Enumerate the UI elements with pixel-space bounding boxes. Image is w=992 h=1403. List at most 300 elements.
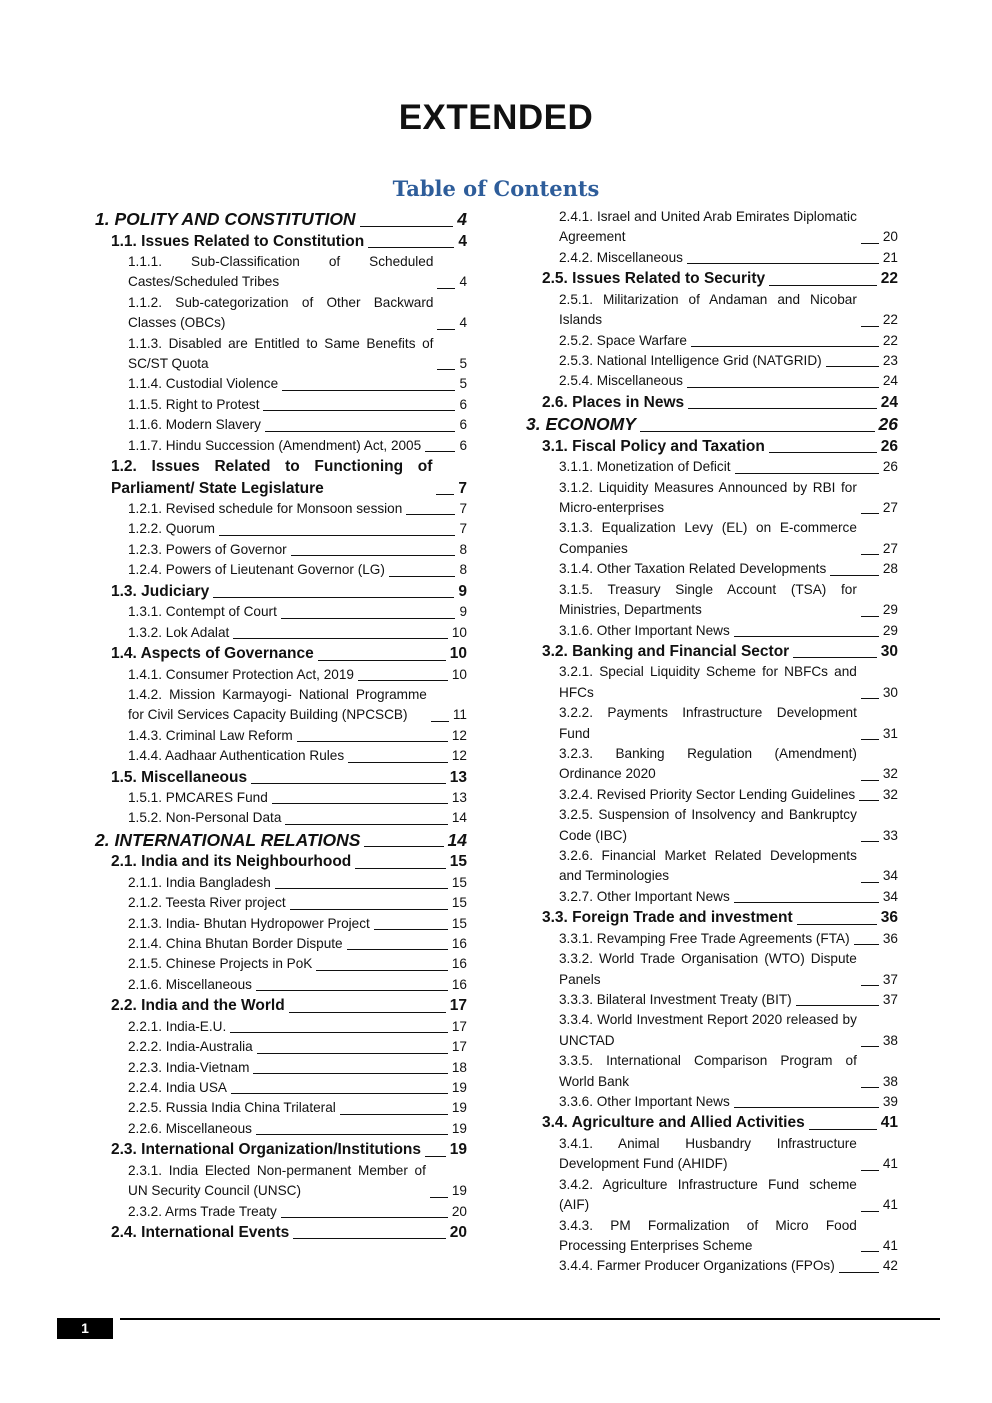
toc-entry-title: 2.5.2. Space Warfare xyxy=(559,332,687,348)
toc-entry-title: 3.2.6. Financial Market Related Developments and Terminologies xyxy=(559,848,857,884)
toc-entry-level-3[interactable] xyxy=(526,248,898,268)
toc-entry-page: 34 xyxy=(882,868,898,884)
toc-entry-title: 2.5.1. Militarization of Andaman and Nicobar Islands xyxy=(559,291,857,328)
toc-entry-page: 30 xyxy=(880,642,898,660)
toc-leader-line xyxy=(826,366,879,367)
toc-entry-level-3[interactable] xyxy=(95,893,467,913)
toc-entry-level-3[interactable] xyxy=(526,805,898,846)
toc-entry-title: 2.2.5. Russia India China Trilateral xyxy=(128,1100,336,1116)
toc-leader-line xyxy=(797,924,877,925)
toc-entry-level-3[interactable] xyxy=(95,746,467,766)
toc-entry-title: 3.3.4. World Investment Report 2020 released by UNCTAD xyxy=(559,1012,857,1048)
toc-entry-title: 3.3.6. Other Important News xyxy=(559,1094,730,1110)
toc-entry-page: 12 xyxy=(451,727,467,743)
toc-leader-line xyxy=(691,346,879,347)
toc-entry-level-3[interactable] xyxy=(95,436,467,456)
toc-entry-page: 39 xyxy=(882,1094,898,1110)
toc-entry-page: 19 xyxy=(449,1141,467,1159)
toc-entry-page: 22 xyxy=(882,312,898,328)
toc-entry-page: 12 xyxy=(451,748,467,764)
toc-entry-page: 23 xyxy=(882,352,898,368)
toc-entry-page: 8 xyxy=(459,541,467,557)
toc-entry-page: 32 xyxy=(882,766,898,782)
toc-entry-level-2[interactable] xyxy=(95,581,467,603)
toc-leader-line xyxy=(257,1053,448,1054)
toc-entry-level-3[interactable] xyxy=(95,1078,467,1098)
toc-entry-title: 2.2.2. India-Australia xyxy=(128,1039,253,1055)
toc-entry-level-3[interactable] xyxy=(95,519,467,539)
toc-entry-level-3[interactable] xyxy=(95,914,467,934)
toc-entry-level-1[interactable] xyxy=(95,208,467,231)
toc-entry-page: 26 xyxy=(880,437,898,455)
toc-entry-level-3[interactable] xyxy=(526,559,898,579)
toc-entry-page: 10 xyxy=(451,624,467,640)
toc-leader-line xyxy=(253,1073,447,1074)
toc-entry-page: 41 xyxy=(880,1114,898,1132)
toc-leader-line xyxy=(861,1211,879,1212)
toc-entry-level-3[interactable] xyxy=(95,1017,467,1037)
toc-entry-level-2[interactable] xyxy=(95,851,467,873)
toc-leader-line xyxy=(854,944,879,945)
toc-entry-title: 1.1.5. Right to Protest xyxy=(128,396,260,412)
toc-entry-page: 41 xyxy=(882,1237,898,1253)
toc-entry-level-3[interactable] xyxy=(526,949,898,990)
toc-entry-title: 1.4.4. Aadhaar Authentication Rules xyxy=(128,748,345,764)
toc-entry-level-2[interactable] xyxy=(95,231,467,253)
toc-entry-title: 1.5.2. Non-Personal Data xyxy=(128,810,282,826)
toc-entry-page: 4 xyxy=(459,315,467,331)
toc-entry-page: 20 xyxy=(882,229,898,245)
toc-leader-line xyxy=(437,369,455,370)
document-title: EXTENDED xyxy=(398,98,594,137)
footer-rule xyxy=(120,1318,940,1320)
toc-entry-level-2[interactable] xyxy=(95,1222,467,1244)
toc-entry-level-3[interactable] xyxy=(526,785,898,805)
toc-entry-level-3[interactable] xyxy=(95,293,467,334)
toc-leader-line xyxy=(297,741,448,742)
toc-leader-line xyxy=(430,1197,448,1198)
toc-entry-level-3[interactable] xyxy=(526,1092,898,1112)
toc-entry-level-3[interactable] xyxy=(526,846,898,887)
toc-leader-line xyxy=(734,902,879,903)
toc-entry-title: 3.4.2. Agriculture Infrastructure Fund scheme (AIF) xyxy=(559,1176,857,1213)
toc-leader-line xyxy=(406,514,455,515)
toc-entry-level-3[interactable] xyxy=(95,252,467,293)
toc-entry-title: 1.5. Miscellaneous xyxy=(111,768,248,786)
toc-entry-level-3[interactable] xyxy=(95,334,467,375)
toc-entry-page: 41 xyxy=(882,1156,898,1172)
toc-leader-line xyxy=(437,329,455,330)
toc-entry-page: 14 xyxy=(447,829,467,850)
toc-leader-line xyxy=(355,868,445,869)
toc-leader-line xyxy=(687,263,879,264)
toc-leader-line xyxy=(640,431,875,432)
toc-entry-title: 1.2. Issues Related to Functioning of Parliament/ State Legislature xyxy=(111,458,433,497)
toc-entry-title: 1.2.4. Powers of Lieutenant Governor (LG) xyxy=(128,562,385,578)
toc-entry-title: 2.2.4. India USA xyxy=(128,1080,227,1095)
toc-entry-page: 19 xyxy=(451,1120,467,1136)
toc-entry-page: 5 xyxy=(459,356,467,372)
toc-entry-page: 38 xyxy=(882,1073,898,1089)
toc-leader-line xyxy=(340,1114,448,1115)
toc-entry-level-2[interactable] xyxy=(526,641,898,663)
toc-leader-line xyxy=(230,1032,448,1033)
toc-entry-title: 3.2.3. Banking Regulation (Amendment) Ordinance 2020 xyxy=(559,746,857,782)
toc-entry-page: 9 xyxy=(458,582,467,600)
toc-entry-title: 2.5. Issues Related to Security xyxy=(542,270,766,288)
toc-entry-title: 2.1. India and its Neighbourhood xyxy=(111,853,352,871)
toc-entry-page: 37 xyxy=(882,992,898,1007)
toc-entry-page: 32 xyxy=(882,786,898,802)
toc-entry-page: 30 xyxy=(882,684,898,700)
toc-entry-level-3[interactable] xyxy=(526,1175,898,1216)
toc-entry-level-3[interactable] xyxy=(95,665,467,685)
toc-entry-level-3[interactable] xyxy=(95,602,467,622)
toc-entry-page: 19 xyxy=(451,1100,467,1116)
toc-entry-level-3[interactable] xyxy=(95,1161,467,1202)
toc-entry-page: 8 xyxy=(459,562,467,578)
toc-entry-page: 19 xyxy=(451,1183,467,1199)
toc-leader-line xyxy=(688,408,877,409)
toc-entry-title: 1.1.3. Disabled are Entitled to Same Benefits of SC/ST Quota xyxy=(128,335,434,372)
toc-entry-page: 7 xyxy=(458,479,467,497)
toc-entry-title: 1.3.1. Contempt of Court xyxy=(128,604,277,620)
toc-leader-line xyxy=(360,226,454,227)
toc-leader-line xyxy=(389,576,456,577)
toc-entry-title: 2.1.2. Teesta River project xyxy=(128,895,286,911)
toc-entry-page: 11 xyxy=(452,707,467,723)
toc-entry-level-3[interactable] xyxy=(95,808,467,828)
toc-leader-line xyxy=(861,326,879,327)
toc-entry-page: 38 xyxy=(882,1032,898,1048)
toc-entry-title: 1.4.2. Mission Karmayogi- National Programme for Civil Services Capacity Building (NPCSCB) xyxy=(128,686,427,723)
toc-entry-level-3[interactable] xyxy=(95,499,467,519)
toc-entry-page: 29 xyxy=(882,602,898,618)
toc-entry-title: 1.1.4. Custodial Violence xyxy=(128,376,279,392)
toc-entry-title: 3.2.4. Revised Priority Sector Lending Guidelines xyxy=(559,786,856,802)
toc-leader-line xyxy=(282,390,455,391)
toc-leader-line xyxy=(285,824,447,825)
toc-leader-line xyxy=(219,535,456,536)
toc-entry-title: 1.1.2. Sub-categorization of Other Backward Classes (OBCs) xyxy=(128,294,434,331)
toc-leader-line xyxy=(861,985,879,986)
toc-entry-title: 3.2. Banking and Financial Sector xyxy=(542,642,790,660)
toc-leader-line xyxy=(839,1272,879,1273)
toc-entry-title: 1. POLITY AND CONSTITUTION xyxy=(95,209,356,229)
toc-leader-line xyxy=(734,636,879,637)
toc-entry-page: 15 xyxy=(451,895,467,911)
toc-entry-title: 2.2.6. Miscellaneous xyxy=(128,1120,252,1136)
toc-entry-title: 1.1. Issues Related to Constitution xyxy=(111,232,365,250)
toc-entry-title: 1.4.3. Criminal Law Reform xyxy=(128,727,293,743)
toc-entry-title: 2.4.1. Israel and United Arab Emirates Diplomatic Agreement xyxy=(559,209,857,245)
toc-entry-title: 1.5.1. PMCARES Fund xyxy=(128,790,268,806)
toc-entry-level-3[interactable] xyxy=(95,1058,467,1078)
toc-entry-page: 29 xyxy=(882,622,898,638)
toc-entry-level-3[interactable] xyxy=(95,1098,467,1118)
toc-entry-level-2[interactable] xyxy=(526,1112,898,1134)
toc-entry-page: 27 xyxy=(882,540,898,556)
toc-entry-page: 5 xyxy=(459,376,467,392)
toc-leader-line xyxy=(265,431,455,432)
toc-entry-level-3[interactable] xyxy=(526,457,898,477)
toc-entry-title: 3.4.4. Farmer Producer Organizations (FPOs) xyxy=(559,1258,835,1274)
toc-entry-title: 3.1.4. Other Taxation Related Developments xyxy=(559,561,827,577)
toc-entry-title: 2.2.3. India-Vietnam xyxy=(128,1059,250,1075)
toc-entry-level-2[interactable] xyxy=(526,907,898,929)
toc-entry-page: 14 xyxy=(451,810,467,826)
toc-entry-level-2[interactable] xyxy=(95,995,467,1017)
toc-entry-page: 24 xyxy=(882,373,898,389)
toc-entry-level-2[interactable] xyxy=(95,767,467,789)
toc-leader-line xyxy=(861,1251,879,1252)
toc-leader-line xyxy=(251,783,446,784)
toc-leader-line xyxy=(861,739,879,740)
toc-entry-level-2[interactable] xyxy=(95,456,467,499)
toc-entry-level-3[interactable] xyxy=(526,929,898,949)
toc-entry-page: 34 xyxy=(882,888,898,904)
toc-entry-page: 17 xyxy=(451,1018,467,1034)
toc-leader-line xyxy=(796,1005,879,1006)
toc-leader-line xyxy=(425,1156,446,1157)
toc-entry-page: 26 xyxy=(882,459,898,475)
toc-entry-level-3[interactable] xyxy=(526,621,898,641)
toc-entry-level-3[interactable] xyxy=(526,1051,898,1092)
toc-entry-title: 2.2.1. India-E.U. xyxy=(128,1018,227,1034)
toc-entry-page: 27 xyxy=(882,500,898,516)
toc-entry-level-1[interactable] xyxy=(95,829,467,852)
toc-entry-title: 3.3. Foreign Trade and investment xyxy=(542,909,793,927)
toc-entry-title: 1.1.7. Hindu Succession (Amendment) Act, 2005 xyxy=(128,437,422,453)
toc-entry-title: 3.1.6. Other Important News xyxy=(559,622,730,638)
toc-entry-level-3[interactable] xyxy=(95,788,467,808)
toc-entry-level-3[interactable] xyxy=(526,331,898,351)
toc-entry-level-3[interactable] xyxy=(95,1119,467,1139)
toc-entry-level-3[interactable] xyxy=(95,540,467,560)
toc-entry-title: 1.2.1. Revised schedule for Monsoon session xyxy=(128,501,403,517)
toc-entry-level-2[interactable] xyxy=(95,1139,467,1161)
toc-leader-line xyxy=(347,949,448,950)
toc-entry-level-2[interactable] xyxy=(526,268,898,290)
toc-leader-line xyxy=(425,451,455,452)
toc-entry-page: 16 xyxy=(451,976,467,992)
toc-entry-page: 6 xyxy=(459,437,467,453)
toc-left-column xyxy=(95,208,467,1243)
toc-entry-title: 2.5.4. Miscellaneous xyxy=(559,373,683,389)
toc-entry-level-3[interactable] xyxy=(95,685,467,726)
toc-entry-level-3[interactable] xyxy=(526,207,898,248)
toc-entry-level-3[interactable] xyxy=(526,580,898,621)
toc-leader-line xyxy=(861,616,879,617)
toc-entry-page: 6 xyxy=(459,396,467,412)
toc-entry-title: 2.1.3. India- Bhutan Hydropower Project xyxy=(128,915,370,931)
toc-entry-title: 2.5.3. National Intelligence Grid (NATGRID) xyxy=(559,352,822,368)
toc-entry-level-3[interactable] xyxy=(95,415,467,435)
toc-entry-title: 2.3.1. India Elected Non-permanent Member of UN Security Council (UNSC) xyxy=(128,1162,426,1199)
toc-entry-page: 15 xyxy=(451,874,467,890)
toc-entry-level-2[interactable] xyxy=(526,436,898,458)
toc-entry-level-3[interactable] xyxy=(95,374,467,394)
toc-entry-title: 3.2.7. Other Important News xyxy=(559,888,730,904)
toc-leader-line xyxy=(316,970,448,971)
toc-entry-page: 20 xyxy=(449,1223,467,1241)
toc-entry-title: 1.3.2. Lok Adalat xyxy=(128,624,230,640)
toc-leader-line xyxy=(318,660,446,661)
toc-entry-level-3[interactable] xyxy=(526,662,898,703)
toc-entry-page: 15 xyxy=(449,853,467,871)
toc-leader-line xyxy=(735,473,879,474)
toc-leader-line xyxy=(861,1087,879,1088)
toc-entry-level-3[interactable] xyxy=(95,975,467,995)
toc-entry-title: 3.4.1. Animal Husbandry Infrastructure Development Fund (AHIDF) xyxy=(559,1135,857,1172)
toc-leader-line xyxy=(358,680,448,681)
toc-entry-title: 2.6. Places in News xyxy=(542,393,685,411)
toc-entry-level-3[interactable] xyxy=(526,887,898,907)
toc-leader-line xyxy=(861,698,879,699)
toc-entry-title: 2.1.4. China Bhutan Border Dispute xyxy=(128,936,343,952)
toc-entry-title: 1.4.1. Consumer Protection Act, 2019 xyxy=(128,666,354,682)
toc-entry-page: 22 xyxy=(882,332,898,348)
toc-entry-page: 16 xyxy=(451,956,467,972)
toc-entry-page: 4 xyxy=(459,274,467,290)
toc-entry-page: 36 xyxy=(882,930,898,946)
toc-entry-title: 3.2.5. Suspension of Insolvency and Bankruptcy Code (IBC) xyxy=(559,807,857,843)
toc-entry-level-3[interactable] xyxy=(95,954,467,974)
toc-entry-title: 3.3.3. Bilateral Investment Treaty (BIT) xyxy=(559,992,792,1007)
toc-entry-title: 2.2. India and the World xyxy=(111,997,285,1015)
toc-leader-line xyxy=(289,1012,446,1013)
toc-leader-line xyxy=(291,555,456,556)
toc-leader-line xyxy=(348,762,448,763)
toc-entry-title: 2. INTERNATIONAL RELATIONS xyxy=(95,829,361,850)
toc-entry-page: 10 xyxy=(449,645,467,662)
toc-entry-title: 1.4. Aspects of Governance xyxy=(111,645,314,662)
toc-leader-line xyxy=(272,803,448,804)
toc-entry-page: 7 xyxy=(459,521,467,537)
toc-entry-title: 3.1.2. Liquidity Measures Announced by RBI for Micro-enterprises xyxy=(559,479,857,516)
toc-entry-page: 13 xyxy=(451,790,467,806)
toc-entry-level-3[interactable] xyxy=(95,623,467,643)
toc-leader-line xyxy=(859,800,879,801)
toc-entry-title: 3.1. Fiscal Policy and Taxation xyxy=(542,437,765,455)
toc-entry-level-3[interactable] xyxy=(526,478,898,519)
toc-leader-line xyxy=(809,1129,877,1130)
toc-entry-title: 2.1.1. India Bangladesh xyxy=(128,874,271,890)
toc-entry-page: 37 xyxy=(882,971,898,987)
toc-leader-line xyxy=(263,410,455,411)
toc-entry-page: 42 xyxy=(882,1258,898,1274)
toc-entry-page: 31 xyxy=(882,725,898,741)
toc-entry-level-3[interactable] xyxy=(526,1134,898,1175)
toc-leader-line xyxy=(275,888,448,889)
footer-page-number: 1 xyxy=(57,1318,113,1339)
toc-entry-level-3[interactable] xyxy=(95,934,467,954)
toc-entry-level-3[interactable] xyxy=(526,290,898,331)
toc-entry-page: 41 xyxy=(882,1197,898,1213)
toc-entry-title: 2.4.2. Miscellaneous xyxy=(559,249,683,265)
toc-entry-level-3[interactable] xyxy=(95,395,467,415)
toc-entry-title: 3.4.3. PM Formalization of Micro Food Processing Enterprises Scheme xyxy=(559,1217,857,1253)
toc-entry-level-3[interactable] xyxy=(95,873,467,893)
toc-entry-level-3[interactable] xyxy=(526,1256,898,1276)
toc-entry-level-2[interactable] xyxy=(526,392,898,414)
toc-entry-level-2[interactable] xyxy=(95,643,467,665)
toc-entry-title: 2.3. International Organization/Institutions xyxy=(111,1141,422,1159)
toc-entry-level-3[interactable] xyxy=(95,560,467,580)
toc-entry-level-3[interactable] xyxy=(526,518,898,559)
toc-entry-level-3[interactable] xyxy=(526,1216,898,1257)
toc-leader-line xyxy=(364,846,443,847)
toc-entry-title: 3.2.1. Special Liquidity Scheme for NBFCs and HFCs xyxy=(559,664,857,700)
toc-leader-line xyxy=(374,929,448,930)
toc-heading: Table of Contents xyxy=(392,176,600,201)
toc-entry-page: 4 xyxy=(458,232,467,250)
toc-leader-line xyxy=(861,243,879,244)
toc-entry-title: 3.4. Agriculture and Allied Activities xyxy=(542,1114,805,1132)
toc-leader-line xyxy=(256,1134,448,1135)
toc-entry-title: 2.3.2. Arms Trade Treaty xyxy=(128,1203,277,1219)
toc-entry-level-3[interactable] xyxy=(95,726,467,746)
toc-entry-page: 4 xyxy=(457,209,467,229)
toc-entry-title: 1.1.6. Modern Slavery xyxy=(128,417,261,433)
toc-entry-page: 10 xyxy=(451,666,467,682)
toc-entry-page: 17 xyxy=(451,1039,467,1055)
toc-leader-line xyxy=(290,909,448,910)
toc-leader-line xyxy=(861,882,879,883)
toc-leader-line xyxy=(861,1170,879,1171)
toc-entry-level-3[interactable] xyxy=(526,371,898,391)
toc-entry-level-3[interactable] xyxy=(95,1202,467,1222)
toc-leader-line xyxy=(213,597,454,598)
toc-entry-page: 7 xyxy=(459,501,467,517)
toc-leader-line xyxy=(769,452,877,453)
toc-entry-level-3[interactable] xyxy=(95,1037,467,1057)
toc-entry-title: 3.1.5. Treasury Single Account (TSA) for Ministries, Departments xyxy=(559,581,857,618)
toc-entry-page: 15 xyxy=(451,915,467,931)
toc-leader-line xyxy=(368,247,454,248)
toc-entry-title: 3.1.1. Monetization of Deficit xyxy=(559,459,731,475)
toc-entry-level-3[interactable] xyxy=(526,744,898,785)
toc-leader-line xyxy=(830,575,879,576)
toc-leader-line xyxy=(281,1217,448,1218)
toc-leader-line xyxy=(861,841,879,842)
toc-entry-level-3[interactable] xyxy=(526,990,898,1010)
toc-leader-line xyxy=(861,513,879,514)
toc-entry-page: 21 xyxy=(882,249,898,265)
toc-entry-page: 9 xyxy=(459,604,467,620)
toc-entry-title: 3.1.3. Equalization Levy (EL) on E-commerce Companies xyxy=(559,520,857,556)
toc-entry-title: 1.2.3. Powers of Governor xyxy=(128,541,287,557)
toc-leader-line xyxy=(793,657,877,658)
toc-leader-line xyxy=(436,494,454,495)
toc-entry-page: 17 xyxy=(449,997,467,1015)
toc-entry-page: 33 xyxy=(882,827,898,843)
toc-entry-title: 2.1.5. Chinese Projects in PoK xyxy=(128,956,313,972)
toc-leader-line xyxy=(861,1046,879,1047)
toc-entry-level-3[interactable] xyxy=(526,1010,898,1051)
toc-entry-title: 1.1.1. Sub-Classification of Scheduled Castes/Scheduled Tribes xyxy=(128,254,434,290)
toc-entry-title: 3.2.2. Payments Infrastructure Development Fund xyxy=(559,705,857,741)
toc-entry-page: 26 xyxy=(878,414,898,435)
toc-entry-level-3[interactable] xyxy=(526,351,898,371)
toc-entry-level-1[interactable] xyxy=(526,413,898,436)
toc-entry-page: 28 xyxy=(882,561,898,577)
toc-entry-level-3[interactable] xyxy=(526,703,898,744)
toc-right-column xyxy=(526,207,898,1277)
toc-entry-page: 6 xyxy=(459,417,467,433)
toc-leader-line xyxy=(437,288,455,289)
toc-leader-line xyxy=(231,1093,448,1094)
